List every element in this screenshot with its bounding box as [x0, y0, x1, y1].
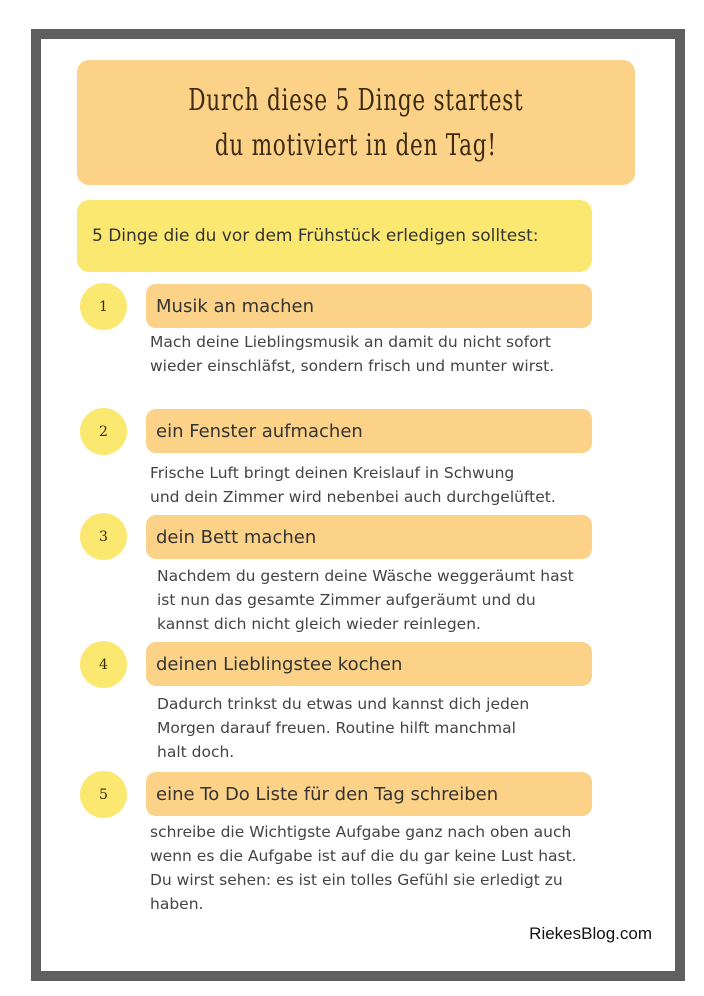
- item-heading-bar: [146, 409, 592, 453]
- item-heading: deinen Lieblingstee kochen: [156, 653, 403, 675]
- item-heading-bar: [146, 642, 592, 686]
- title-banner: [77, 60, 635, 185]
- subtitle-text: 5 Dinge die du vor dem Frühstück erledigen solltest:: [92, 226, 539, 246]
- item-description: Frische Luft bringt deinen Kreislauf in Schwung und dein Zimmer wird nebenbei auch durchgelüftet.: [150, 464, 556, 506]
- title-line-2: du motiviert in den Tag!: [215, 127, 497, 163]
- item-heading-bar: [146, 515, 592, 559]
- item-heading: ein Fenster aufmachen: [156, 420, 363, 442]
- subtitle-banner: [77, 200, 592, 272]
- item-description: Dadurch trinkst du etwas und kannst dich jeden Morgen darauf freuen. Routine hilft manchmal halt doch.: [157, 695, 530, 761]
- item-description: schreibe die Wichtigste Aufgabe ganz nach oben auch wenn es die Aufgabe ist auf die du gar keine Lust hast. Du wirst sehen: es ist ein tolles Gefühl sie erledigt zu haben.: [150, 823, 577, 913]
- item-number-badge: 4: [80, 641, 127, 688]
- item-description: Nachdem du gestern deine Wäsche weggeräumt hast ist nun das gesamte Zimmer aufgeräumt und du kannst dich nicht gleich wieder reinlegen.: [157, 567, 574, 633]
- item-heading: dein Bett machen: [156, 526, 317, 548]
- item-heading-bar: [146, 284, 592, 328]
- blog-credit: RiekesBlog.com: [529, 924, 652, 943]
- item-description: Mach deine Lieblingsmusik an damit du nicht sofort wieder einschläfst, sondern frisch und munter wirst.: [150, 333, 555, 375]
- item-number-badge: 3: [80, 513, 127, 560]
- item-number-badge: 2: [80, 408, 127, 455]
- item-heading-bar: [146, 772, 592, 816]
- item-heading: eine To Do Liste für den Tag schreiben: [156, 783, 499, 805]
- item-heading: Musik an machen: [156, 295, 314, 317]
- item-number-badge: 5: [80, 771, 127, 818]
- item-number-badge: 1: [80, 283, 127, 330]
- title-line-1: Durch diese 5 Dinge startest: [188, 82, 524, 118]
